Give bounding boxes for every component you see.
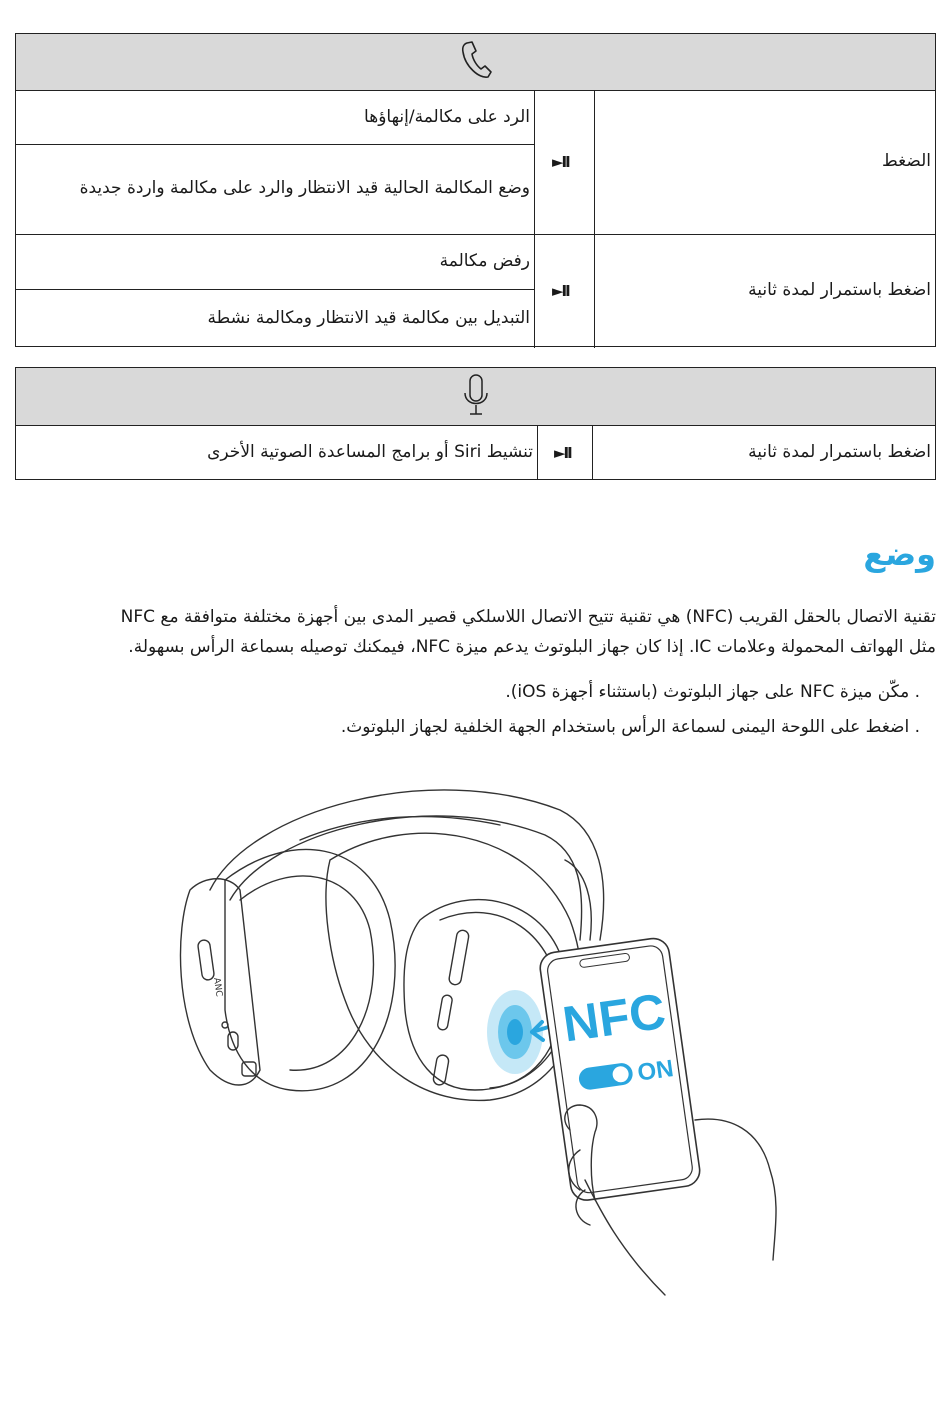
play-pause-icon: ►II xyxy=(554,444,571,462)
table-row xyxy=(16,426,935,480)
action-cell xyxy=(594,235,935,348)
paragraph-line: تقنية الاتصال بالحقل القريب (NFC) هي تقنية تتيح الاتصال اللاسلكي قصير المدى بين أجهزة مختلفة متوافقة مع NFC xyxy=(120,607,936,627)
play-pause-icon: ►II xyxy=(552,282,569,300)
function-text: رفض مكالمة xyxy=(439,251,530,271)
call-controls-table xyxy=(15,33,936,347)
step-1: . مكّن ميزة NFC على جهاز البلوتوث (باستثناء أجهزة iOS). xyxy=(505,682,920,702)
voice-controls-table xyxy=(15,367,936,480)
function-cell xyxy=(16,235,534,348)
button-cell xyxy=(534,235,594,348)
function-cell xyxy=(16,91,534,234)
headphones-and-phone-drawing xyxy=(170,770,790,1310)
nfc-label: NFC xyxy=(559,982,669,1053)
play-pause-icon: ►II xyxy=(552,153,569,171)
call-table-header xyxy=(16,34,935,91)
action-cell xyxy=(594,91,935,234)
paragraph-line: مثل الهواتف المحمولة وعلامات IC. إذا كان جهاز البلوتوث يدعم ميزة NFC، فيمكنك توصيله بسماعة الرأس بسهولة. xyxy=(128,637,936,657)
function-text: وضع المكالمة الحالية قيد الانتظار والرد على مكالمة واردة جديدة xyxy=(79,178,530,198)
table-row xyxy=(16,91,935,235)
section-title: وضع xyxy=(863,535,936,573)
press-action-label: الضغط xyxy=(882,151,931,171)
hold-action-label: اضغط باستمرار لمدة ثانية xyxy=(748,442,931,462)
function-text: الرد على مكالمة/إنهاؤها xyxy=(364,107,530,127)
on-label: ON xyxy=(635,1054,676,1087)
button-cell xyxy=(537,426,592,480)
phone-icon xyxy=(459,40,493,84)
voice-table-header xyxy=(16,368,935,426)
table-row xyxy=(16,235,935,348)
step-2: . اضغط على اللوحة اليمنى لسماعة الرأس باستخدام الجهة الخلفية لجهاز البلوتوث. xyxy=(340,717,920,737)
anc-button-label: ANC xyxy=(211,977,224,998)
microphone-icon xyxy=(461,373,491,421)
function-text: التبديل بين مكالمة قيد الانتظار ومكالمة نشطة xyxy=(207,308,530,328)
hold-action-label: اضغط باستمرار لمدة ثانية xyxy=(748,280,931,300)
action-cell xyxy=(592,426,935,480)
button-cell xyxy=(534,91,594,234)
nfc-illustration xyxy=(170,770,790,1310)
function-cell xyxy=(16,426,537,480)
function-text: تنشيط Siri أو برامج المساعدة الصوتية الأخرى xyxy=(207,442,533,462)
